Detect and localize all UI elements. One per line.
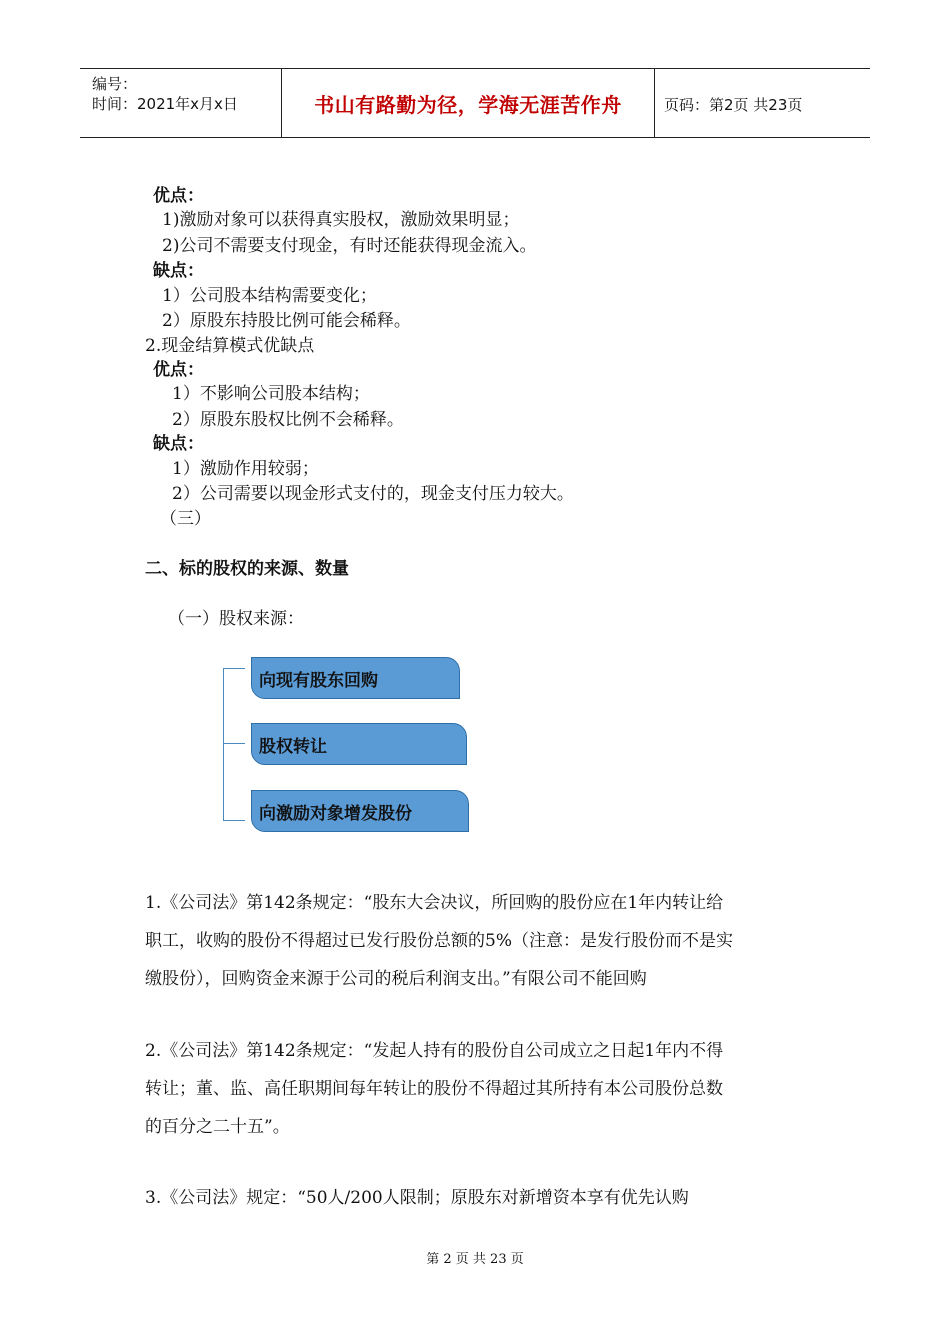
cons-item: 1）激励作用较弱； [172,459,319,479]
header-motto: 书山有路勤为径，学海无涯苦作舟 [314,93,622,117]
header-left-cell [80,69,280,137]
law-paragraph-2-line: 2.《公司法》第142条规定：“发起人持有的股份自公司成立之日起1年内不得 [145,1041,724,1061]
diagram-connector [223,743,245,744]
cons-title: 缺点： [153,434,204,454]
cons-item: 1）公司股本结构需要变化； [162,286,377,306]
cons-title: 缺点： [153,261,204,281]
cons-item: 2）原股东持股比例可能会稀释。 [162,311,411,331]
header-page-label: 页码：第2页 共23页 [664,96,803,114]
diagram-bracket [223,668,224,820]
subsection-marker: （三） [160,509,211,529]
pros-item: 1）不影响公司股本结构； [172,384,370,404]
pros-item: 2)公司不需要支付现金，有时还能获得现金流入。 [162,236,537,256]
law-paragraph-2-line: 转让；董、监、高任职期间每年转让的股份不得超过其所持有本公司股份总数 [145,1079,723,1099]
law-paragraph-1-line: 缴股份），回购资金来源于公司的税后利润支出。”有限公司不能回购 [145,969,647,989]
pros-item: 2）原股东股权比例不会稀释。 [172,410,404,430]
pros-title: 优点： [153,360,204,380]
header-motto-cell [281,69,655,137]
law-paragraph-1-line: 职工，收购的股份不得超过已发行股份总额的5%（注意：是发行股份而不是实 [145,931,733,951]
subsection-title: 2.现金结算模式优缺点 [145,336,315,356]
section-heading: 二、标的股权的来源、数量 [145,559,349,579]
pros-title: 优点： [153,186,204,206]
law-paragraph-2-line: 的百分之二十五”。 [145,1117,290,1137]
diagram-box: 向现有股东回购 [251,657,460,699]
date-label: 时间：2021年x月x日 [92,95,238,113]
subsection-title: （一）股权来源： [168,609,304,629]
diagram-connector [223,668,245,669]
diagram-connector [223,820,245,821]
page-header [80,68,870,138]
pros-item: 1)激励对象可以获得真实股权，激励效果明显； [162,210,520,230]
law-paragraph-3-line: 3.《公司法》规定：“50人/200人限制；原股东对新增资本享有优先认购 [145,1188,689,1208]
law-paragraph-1-line: 1.《公司法》第142条规定：“股东大会决议，所回购的股份应在1年内转让给 [145,893,724,913]
page-footer: 第 2 页 共 23 页 [426,1252,524,1267]
cons-item: 2）公司需要以现金形式支付的，现金支付压力较大。 [172,484,574,504]
diagram-box: 向激励对象增发股份 [251,790,469,832]
header-page-cell [654,69,870,137]
number-label: 编号： [92,75,138,93]
diagram-box: 股权转让 [251,723,467,765]
